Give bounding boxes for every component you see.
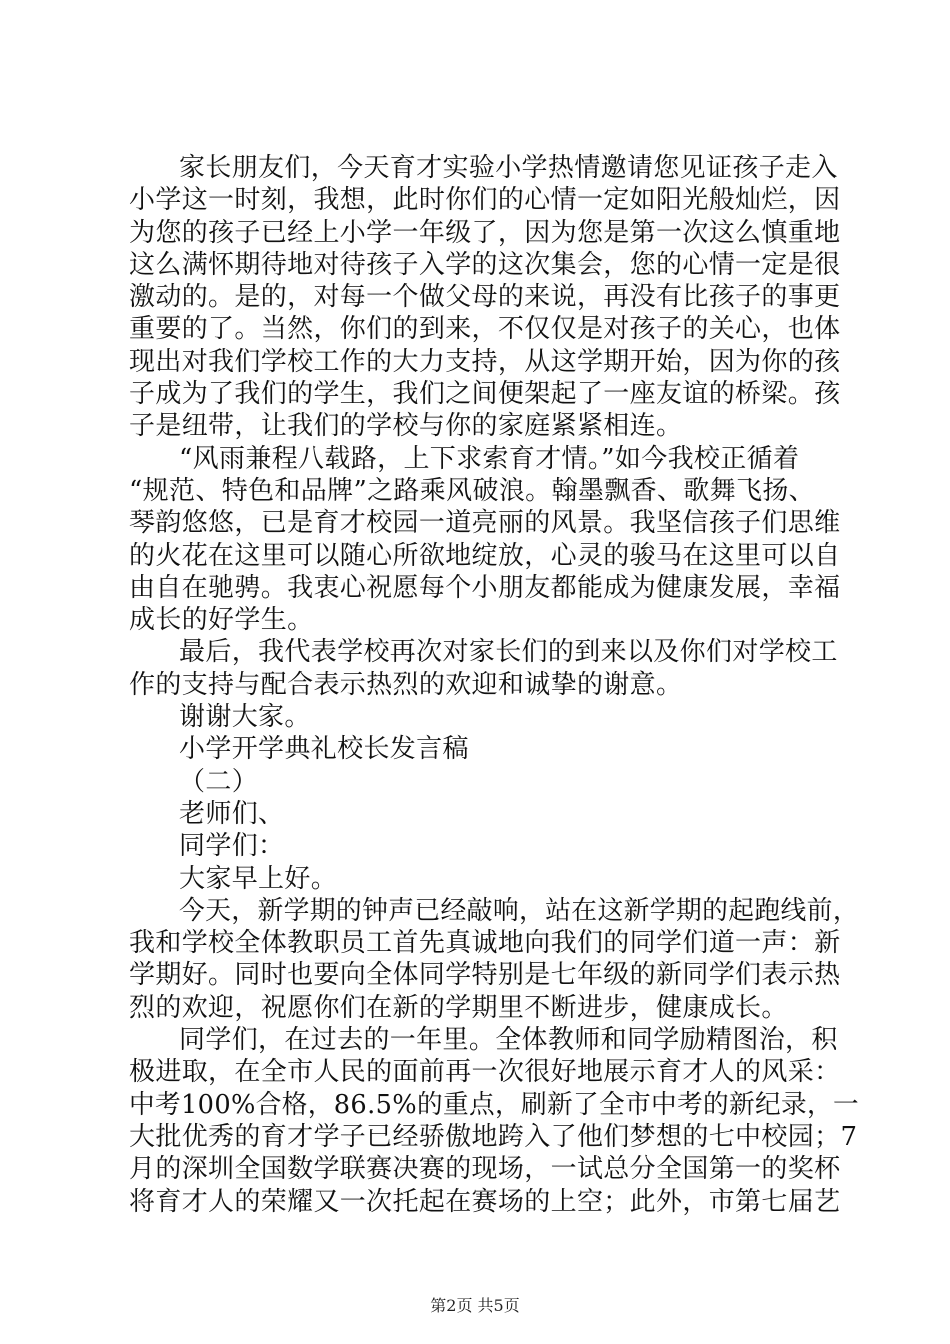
text-line: 激动的。是的，对每一个做父母的来说，再没有比孩子的事更 [129, 282, 841, 313]
text-line: 最后，我代表学校再次对家长们的到来以及你们对学校工 [179, 637, 838, 668]
text-line: 学期好。同时也要向全体同学特别是七年级的新同学们表示热 [129, 960, 841, 991]
text-line: 今天，新学期的钟声已经敲响，站在这新学期的起跑线前， [179, 895, 859, 926]
text-line: 将育才人的荣耀又一次托起在赛场的上空；此外，市第七届艺 [129, 1186, 841, 1217]
text-line: 月的深圳全国数学联赛决赛的现场，一试总分全国第一的奖杯 [129, 1154, 841, 1185]
text-line: 同学们，在过去的一年里。全体教师和同学励精图治，积 [179, 1025, 838, 1056]
text-line: 成长的好学生。 [129, 605, 314, 636]
text-line: 为您的孩子已经上小学一年级了，因为您是第一次这么慎重地 [129, 217, 841, 248]
text-line: 的火花在这里可以随心所欲地绽放，心灵的骏马在这里可以自 [129, 540, 841, 571]
text-line: 小学这一时刻，我想，此时你们的心情一定如阳光般灿烂，因 [129, 185, 841, 216]
text-line: 老师们、 [179, 798, 285, 829]
text-line: “风雨兼程八载路，上下求索育才情。”如今我校正循着 [179, 443, 800, 474]
page-footer: 第2页 共5页 [430, 1296, 520, 1315]
text-line: 大批优秀的育才学子已经骄傲地跨入了他们梦想的七中校园；7 [129, 1121, 858, 1152]
text-line: 现出对我们学校工作的大力支持，从这学期开始，因为你的孩 [129, 346, 841, 377]
text-line: 琴韵悠悠，已是育才校园一道亮丽的风景。我坚信孩子们思维 [129, 508, 841, 539]
text-line: 子是纽带，让我们的学校与你的家庭紧紧相连。 [129, 411, 683, 442]
text-line: 子成为了我们的学生，我们之间便架起了一座友谊的桥梁。孩 [129, 379, 841, 410]
text-line: 由自在驰骋。我衷心祝愿每个小朋友都能成为健康发展，幸福 [129, 572, 841, 603]
text-line: （二） [179, 766, 259, 797]
text-line: 作的支持与配合表示热烈的欢迎和诚挚的谢意。 [129, 669, 683, 700]
text-line: 谢谢大家。 [179, 702, 311, 733]
text-line: 大家早上好。 [179, 863, 338, 894]
text-line: 极进取，在全市人民的面前再一次很好地展示育才人的风采： [129, 1057, 841, 1088]
text-line: 中考100%合格，86.5%的重点，刷新了全市中考的新纪录，一 [129, 1089, 859, 1120]
text-line: “规范、特色和品牌”之路乘风破浪。翰墨飘香、歌舞飞扬、 [129, 475, 816, 506]
text-line: 小学开学典礼校长发言稿 [179, 734, 469, 765]
text-line: 烈的欢迎，祝愿你们在新的学期里不断进步，健康成长。 [129, 992, 788, 1023]
text-line: 这么满怀期待地对待孩子入学的这次集会，您的心情一定是很 [129, 249, 841, 280]
text-line: 家长朋友们，今天育才实验小学热情邀请您见证孩子走入 [179, 153, 838, 183]
text-line: 重要的了。当然，你们的到来，不仅仅是对孩子的关心，也体 [129, 314, 841, 345]
text-line: 我和学校全体教职员工首先真诚地向我们的同学们道一声：新 [129, 928, 841, 959]
document-body [129, 152, 859, 1218]
text-line: 同学们： [179, 831, 285, 862]
